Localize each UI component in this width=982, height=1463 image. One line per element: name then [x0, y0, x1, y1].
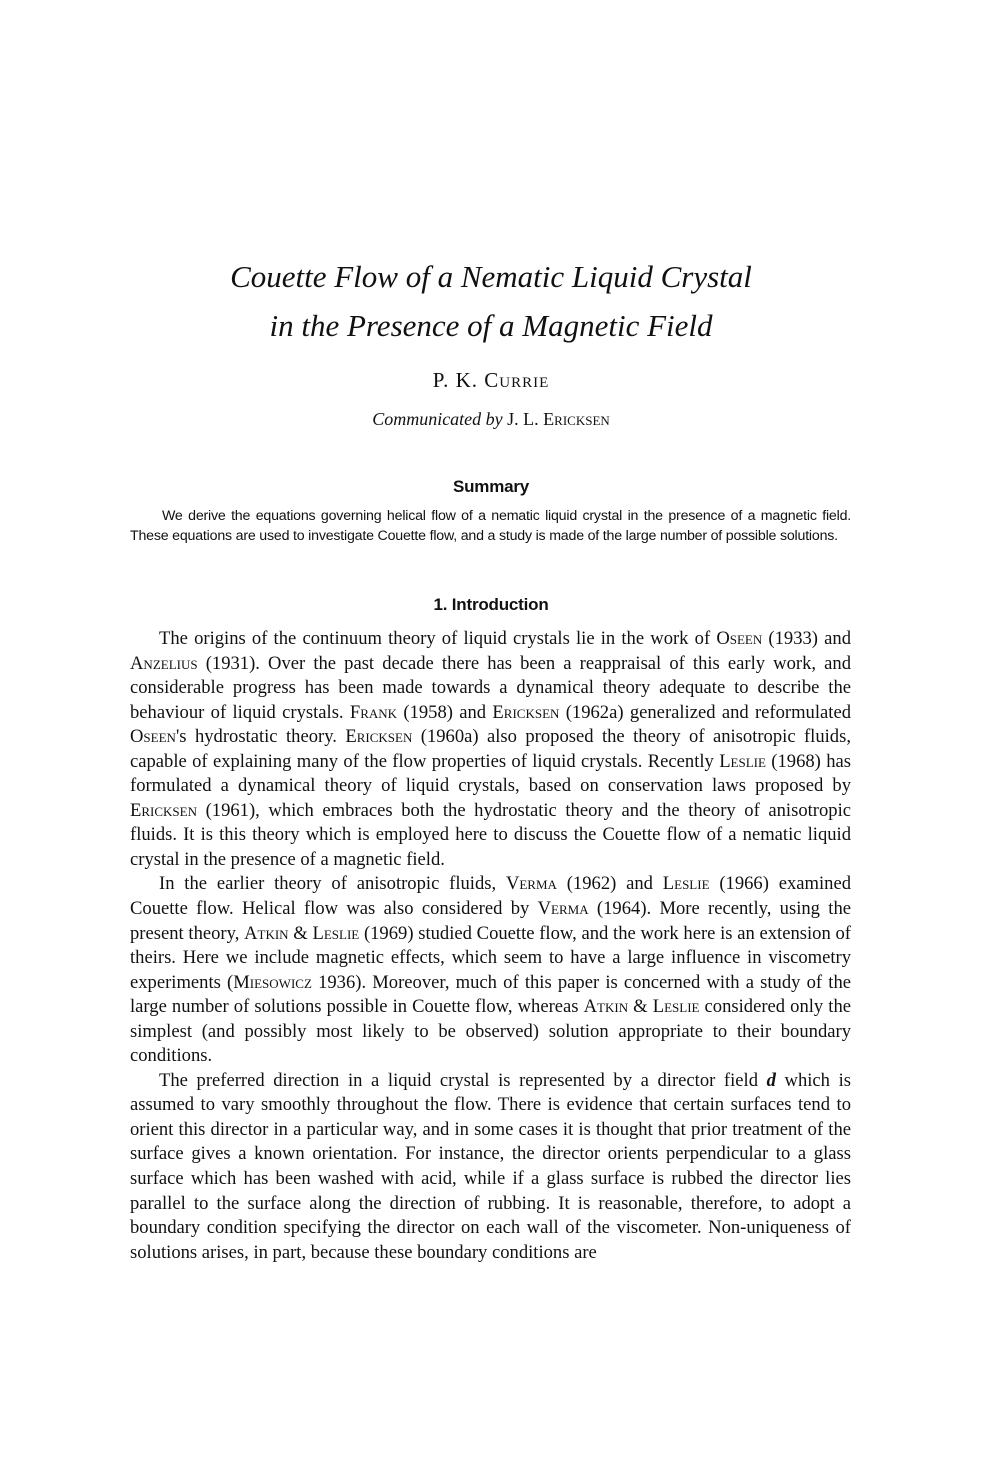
- cited-author: Ericksen: [130, 799, 197, 821]
- author: P. K. Currie: [432, 368, 550, 392]
- cited-author: Leslie: [312, 922, 360, 944]
- summary-block: [130, 507, 851, 546]
- communicator-name: J. L. Ericksen: [507, 409, 610, 429]
- cited-author: Atkin: [583, 996, 629, 1018]
- cited-author: Anzelius: [130, 652, 198, 674]
- cited-author: Atkin: [244, 922, 289, 944]
- communicated-by-label: Communicated by: [372, 409, 503, 429]
- paper-title-line-1: Couette Flow of a Nematic Liquid Crystal: [230, 259, 752, 294]
- cited-author: Leslie: [719, 750, 766, 772]
- body-text: [130, 627, 851, 1265]
- communicated-by: [0, 409, 982, 430]
- summary-text: We derive the equations governing helical flow of a nematic liquid crystal in the presence of a magnetic field. These equations are used to investigate Couette flow, and a study is made of the large number of possible solutions.: [130, 508, 851, 544]
- cited-author: Miesowicz: [233, 971, 312, 993]
- paper-title-line-2: in the Presence of a Magnetic Field: [269, 308, 713, 343]
- paragraph-3: The preferred direction in a liquid crystal is represented by a director field d which is assumed to vary smoothly throughout the flow. There is evidence that certain surfaces tend to orient this director in a particular way, and in some cases it is thought that prior treatment of the surface gives a known orientation. For instance, the director orients perpendicular to a glass surface which has been washed with acid, while if a glass surface is rubbed the director lies parallel to the surface along the direction of rubbing. It is reasonable, therefore, to adopt a boundary condition specifying the director on each wall of the viscometer. Non-uniqueness of solutions arises, in part, because these boundary conditions are: [130, 1069, 851, 1263]
- cited-author: Oseen: [130, 726, 176, 748]
- paragraph-1: The origins of the continuum theory of liquid crystals lie in the work of Oseen (1933) and Anzelius (1931). Over the past decade there has been a reappraisal of this early work, and considerable progress has been made towards a dynamical theory adequate to describe the behaviour of liquid crystals. Frank (1958) and Ericksen (1962a) generalized and reformulated Oseen's hydrostatic theory. Ericksen (1960a) also proposed the theory of anisotropic fluids, capable of explaining many of the flow properties of liquid crystals. Recently Leslie (1968) has formulated a dynamical theory of liquid crystals, based on conservation laws proposed by Ericksen (1961), which embraces both the hydrostatic theory and the theory of anisotropic fluids. It is this theory which is employed here to discuss the Couette flow of a nematic liquid crystal in the presence of a magnetic field.: [130, 628, 852, 870]
- cited-author: Ericksen: [492, 701, 560, 723]
- director-symbol: d: [766, 1069, 776, 1091]
- cited-author: Leslie: [652, 996, 700, 1018]
- section-heading: 1. Introduction: [433, 595, 549, 614]
- cited-author: Oseen: [716, 628, 763, 649]
- cited-author: Frank: [349, 701, 398, 723]
- paragraph-2: In the earlier theory of anisotropic fluids, Verma (1962) and Leslie (1966) examined Couette flow. Helical flow was also considered by Verma (1964). More recently, using the present theory, Atkin & Leslie (1969) studied Couette flow, and the work here is an extension of theirs. Here we include magnetic effects, which seem to have a large influence in viscometry experiments (Miesowicz 1936). Moreover, much of this paper is concerned with a study of the large number of solutions possible in Couette flow, whereas Atkin & Leslie considered only the simplest (and possibly most likely to be observed) solution appropriate to their boundary conditions.: [130, 873, 852, 1067]
- summary-heading: Summary: [452, 477, 530, 496]
- cited-author: Ericksen: [345, 726, 413, 748]
- cited-author: Verma: [505, 873, 557, 895]
- cited-author: Verma: [537, 898, 589, 920]
- cited-author: Leslie: [662, 873, 710, 895]
